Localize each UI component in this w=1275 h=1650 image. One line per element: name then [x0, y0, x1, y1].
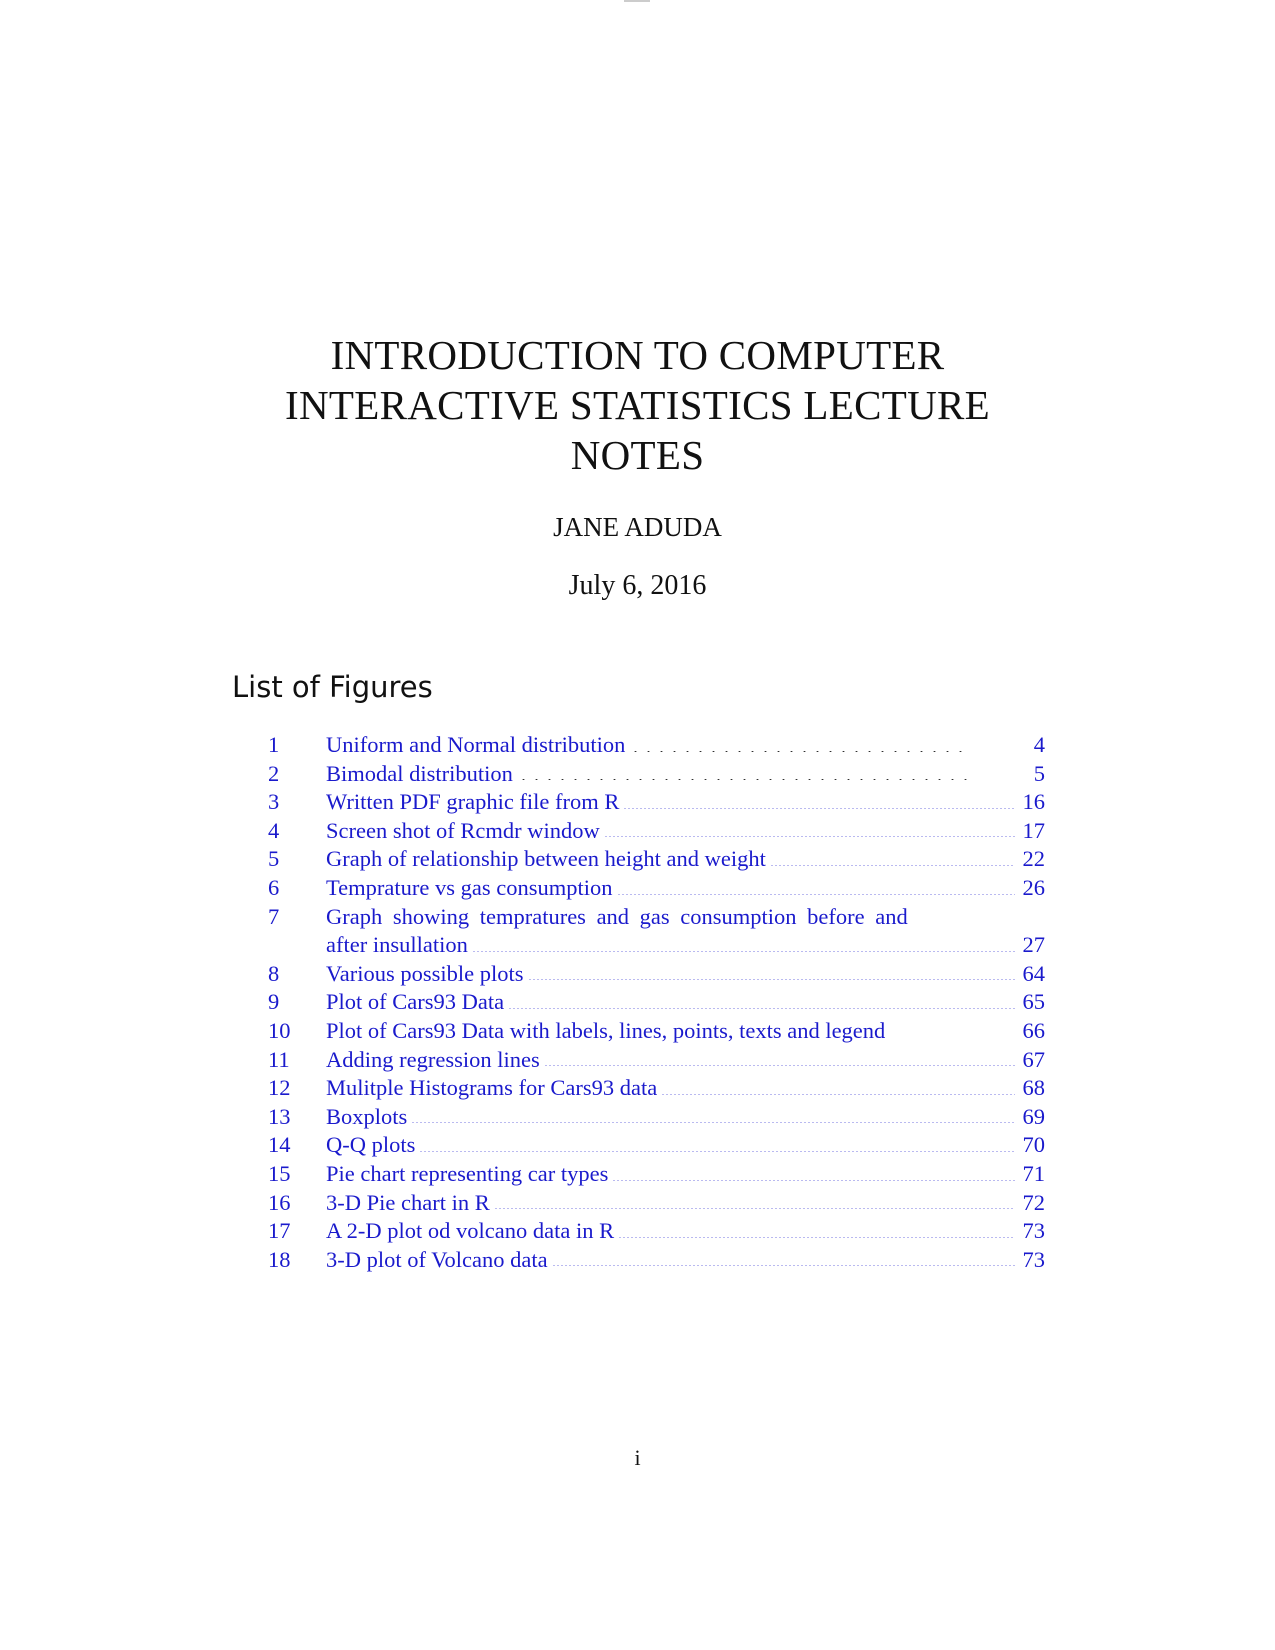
figure-number: 18 — [268, 1246, 291, 1272]
dot-leader — [617, 894, 1016, 895]
figure-title: Graph of relationship between height and weight — [326, 846, 766, 872]
dot-leader — [544, 1065, 1015, 1066]
dot-leader — [472, 951, 1015, 952]
figure-entry[interactable] — [268, 1046, 1045, 1075]
figure-number: 9 — [268, 989, 280, 1015]
figure-title: Boxplots — [326, 1103, 408, 1129]
figure-entry[interactable] — [268, 817, 1045, 846]
dot-leader — [612, 1180, 1015, 1181]
figure-page: 71 — [1022, 1160, 1045, 1186]
figure-number: 15 — [268, 1160, 291, 1186]
figure-number: 2 — [268, 760, 280, 786]
figure-entry[interactable] — [268, 1217, 1045, 1246]
figure-title: Written PDF graphic file from R — [326, 789, 620, 815]
figure-page: 68 — [1022, 1075, 1045, 1101]
figure-title: Plot of Cars93 Data with labels, lines, points, texts and legend — [326, 1017, 886, 1043]
figure-number: 12 — [268, 1075, 291, 1101]
title-line: INTERACTIVE STATISTICS LECTURE — [285, 382, 990, 428]
figure-number: 14 — [268, 1132, 291, 1158]
figure-title: Mulitple Histograms for Cars93 data — [326, 1075, 658, 1101]
figure-number: 8 — [268, 960, 280, 986]
figure-title: Plot of Cars93 Data — [326, 989, 505, 1015]
figure-title: 3-D Pie chart in R — [326, 1189, 490, 1215]
figure-entry[interactable] — [268, 760, 1045, 789]
dot-leader — [411, 1122, 1015, 1123]
figure-entry-continued[interactable] — [268, 931, 1045, 960]
dot-leader — [618, 1237, 1015, 1238]
dot-leader — [604, 836, 1015, 837]
title-line: NOTES — [570, 432, 705, 478]
figure-page: 73 — [1022, 1218, 1045, 1244]
figure-page: 66 — [1022, 1017, 1045, 1043]
figure-page: 27 — [1022, 932, 1045, 958]
figure-number: 17 — [268, 1218, 291, 1244]
figure-page: 64 — [1022, 960, 1045, 986]
figure-entry[interactable] — [268, 1131, 1045, 1160]
figure-page: 26 — [1022, 874, 1045, 900]
figure-number: 4 — [268, 817, 280, 843]
figure-entry[interactable] — [268, 988, 1045, 1017]
dot-leader — [623, 808, 1015, 809]
figure-entry[interactable] — [268, 1017, 1045, 1046]
author: JANE ADUDA — [553, 512, 722, 542]
figure-entry[interactable] — [268, 731, 1045, 760]
figure-title: 3-D plot of Volcano data — [326, 1246, 548, 1272]
figure-title: Temprature vs gas consumption — [326, 874, 613, 900]
list-of-figures-heading: List of Figures — [232, 670, 433, 704]
figure-page: 5 — [1033, 760, 1045, 786]
figure-page: 4 — [1033, 732, 1045, 757]
figure-number: 10 — [268, 1017, 291, 1043]
list-of-figures — [268, 731, 1045, 1274]
figure-number: 11 — [268, 1046, 290, 1072]
figure-title: Q-Q plots — [326, 1132, 416, 1158]
figure-title: Various possible plots — [326, 960, 524, 986]
figure-page: 73 — [1022, 1246, 1045, 1272]
figure-page: 69 — [1022, 1103, 1045, 1129]
figure-entry[interactable] — [268, 1160, 1045, 1189]
figure-title: Screen shot of Rcmdr window — [326, 817, 600, 843]
figure-page: 65 — [1022, 989, 1045, 1015]
figure-page: 17 — [1022, 817, 1045, 843]
dot-leader — [494, 1208, 1015, 1209]
figure-title: A 2-D plot od volcano data in R — [326, 1218, 615, 1244]
dot-leader — [552, 1265, 1015, 1266]
figure-entry[interactable] — [268, 903, 1045, 932]
dot-leader — [889, 1037, 1015, 1038]
figure-entry[interactable] — [268, 1246, 1045, 1275]
dot-leader — [629, 751, 971, 752]
page-number: i — [634, 1445, 641, 1470]
figure-entry[interactable] — [268, 845, 1045, 874]
figure-title: Pie chart representing car types — [326, 1160, 609, 1186]
figure-page: 70 — [1022, 1132, 1045, 1158]
figure-title: Graph showing tempratures and gas consumption before and — [326, 903, 908, 929]
dot-leader — [419, 1151, 1015, 1152]
figure-entry[interactable] — [268, 1103, 1045, 1132]
dot-leader — [770, 865, 1015, 866]
figure-number: 6 — [268, 874, 280, 900]
figure-page: 22 — [1022, 846, 1045, 872]
dot-leader — [508, 1008, 1015, 1009]
dot-leader — [528, 979, 1015, 980]
date: July 6, 2016 — [568, 570, 707, 601]
figure-number: 5 — [268, 846, 280, 872]
figure-number: 7 — [268, 903, 280, 929]
document-title — [0, 330, 1275, 480]
title-line: INTRODUCTION TO COMPUTER — [330, 332, 945, 378]
figure-title-continued: after insullation — [326, 932, 468, 958]
figure-entry[interactable] — [268, 1074, 1045, 1103]
figure-entry[interactable] — [268, 1189, 1045, 1218]
figure-title: Uniform and Normal distribution — [326, 732, 626, 757]
figure-entry[interactable] — [268, 960, 1045, 989]
dot-leader — [517, 779, 971, 780]
figure-number: 16 — [268, 1189, 291, 1215]
figure-page: 72 — [1022, 1189, 1045, 1215]
figure-number: 3 — [268, 789, 280, 815]
dot-leader — [661, 1094, 1015, 1095]
figure-entry[interactable] — [268, 874, 1045, 903]
header-mark — [624, 0, 650, 2]
figure-page: 67 — [1022, 1046, 1045, 1072]
figure-entry[interactable] — [268, 788, 1045, 817]
figure-title: Adding regression lines — [326, 1046, 540, 1072]
figure-title: Bimodal distribution — [326, 760, 513, 786]
figure-page: 16 — [1022, 789, 1045, 815]
figure-number: 13 — [268, 1103, 291, 1129]
figure-number: 1 — [268, 732, 280, 757]
